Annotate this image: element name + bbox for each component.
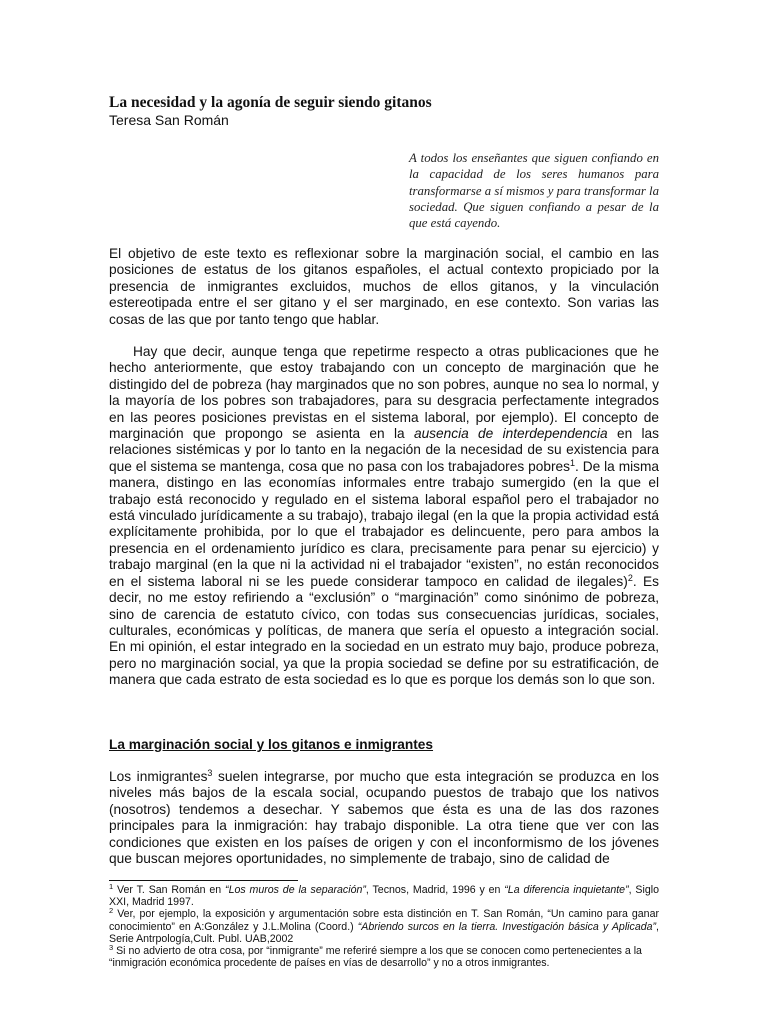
footnotes: [109, 884, 659, 969]
footnote-number: 3: [109, 943, 114, 953]
emphasis-text: ausencia de interdependencia: [413, 426, 608, 442]
footnote-divider: [109, 880, 298, 881]
footnote-text: Si no advierto de otra cosa, por “inmigrante” me referiré siempre a los que se conocen como pertenecientes a la “inmigración económica procedente de países en vías de desarrollo” y no a otros inmigrantes.: [109, 945, 642, 970]
paragraph-text: suelen integrarse, por mucho que esta integración se produzca en los niveles más bajos de la escala social, ocupando puestos de trabajo que los nativos (nosotros) tendemos a desechar. Y sabemos que ésta es una de las dos razones principales para la inmigración: hay trabajo disponible. La otra tiene que ver con las condiciones que existen en los países de origen y con el inconformismo de los jóvenes que buscan mejores oportunidades, no simplemente de trabajo, sino de calidad de: [109, 769, 659, 867]
immigrants-paragraph: [109, 769, 659, 867]
paragraph-text: . Es decir, no me estoy refiriendo a “exclusión” o “marginación” como sinónimo de pobreza, sino de carencia de estatuto cívico, con todas sus consecuencias jurídicas, sociales, culturales, económicas y políticas, de manera que sería el opuesto a integración social. En mi opinión, el estar integrado en la sociedad en un estrato muy bajo, produce pobreza, pero no marginación social, ya que la propia sociedad se define por su estratificación, de manera que cada estrato de esta sociedad es lo que es porque los demás son lo que son.: [109, 573, 659, 688]
footnote-text: Ver T. San Román en: [113, 884, 226, 896]
footnote-italic: “Abriendo surcos en la tierra. Investigación básica y Aplicada”: [357, 920, 657, 933]
paragraph-text: Hay que decir, aunque tenga que repetirme respecto a otras publicaciones que he hecho anteriormente, que estoy trabajando con un concepto de marginación que he distingido del de pobreza (hay marginados que no son pobres, aunque no sea lo normal, y la mayoría de los pobres son trabajadores, para su desgracia perfectamente integrados en las peores posiciones previstas en el sistema laboral, por ejemplo). El concepto de marginación que propongo se asienta en la: [109, 344, 659, 442]
section-heading: La marginación social y los gitanos e inmigrantes: [109, 737, 434, 752]
footnote-ref: 2: [627, 572, 633, 583]
marginalization-paragraph: [109, 344, 659, 689]
footnote-text: , Siglo XXI, Madrid 1997.: [109, 884, 659, 909]
footnote-number: 2: [109, 906, 114, 916]
footnote-italic: “La diferencia inquietante”: [504, 884, 629, 896]
intro-paragraph: El objetivo de este texto es reflexionar sobre la marginación social, el cambio en las posiciones de estatus de los gitanos españoles, el actual contexto propiciado por la presencia de inmigrantes excluidos, muchos de ellos gitanos, y la vinculación estereotipada entre el ser gitano y el ser marginado, en ese contexto. Son varias las cosas de las que por tanto tengo que hablar.: [109, 246, 659, 327]
paragraph-text: . De la misma manera, distingo en las economías informales entre trabajo sumergido (en la que el trabajo está reconocido y regulado en el sistema laboral español pero el trabajador no está vinculado jurídicamente a su trabajo), trabajo ilegal (en la que la propia actividad está explícitamente prohibida, por lo que el trabajador es delincuente, pero para ambos la presencia en el ordenamiento jurídico es clara, precisamente para penar su ejercicio) y trabajo marginal (en la que ni la actividad ni el trabajador “existen”, no están reconocidos en el sistema laboral ni se les puede considerar tampoco en calidad de ilegales): [109, 458, 659, 589]
footnote-ref: 1: [569, 457, 575, 468]
dedication: A todos los enseñantes que siguen confiando en la capacidad de los seres humanos para transformarse a sí mismos y para transformar la sociedad. Que siguen confiando a pesar de la que está cayendo.: [409, 151, 659, 231]
footnote-2: [109, 908, 659, 945]
footnote-1: [109, 884, 659, 908]
author-name: Teresa San Román: [109, 112, 229, 128]
footnote-text: , Tecnos, Madrid, 1996 y en: [365, 884, 505, 896]
footnote-text: , Serie Antrpología,Cult. Publ. UAB,2002: [109, 920, 659, 945]
footnote-italic: “Los muros de la separación”: [225, 884, 366, 896]
footnote-3: [109, 945, 659, 969]
footnote-ref: 3: [207, 768, 213, 778]
footnote-text: Ver, por ejemplo, la exposición y argumentación sobre esta distinción en T. San Román, “Un camino para ganar conocimiento” en A:González y J.L.Molina (Coord.): [109, 908, 659, 933]
footnote-number: 1: [109, 882, 114, 891]
paragraph-text: en las relaciones sistémicas y por lo tanto en la negación de la necesidad de su existencia para que el sistema se mantenga, cosa que no pasa con los trabajadores pobres: [109, 426, 659, 474]
document-title: La necesidad y la agonía de seguir siendo gitanos: [109, 94, 432, 111]
paragraph-text: Los inmigrantes: [109, 769, 208, 784]
